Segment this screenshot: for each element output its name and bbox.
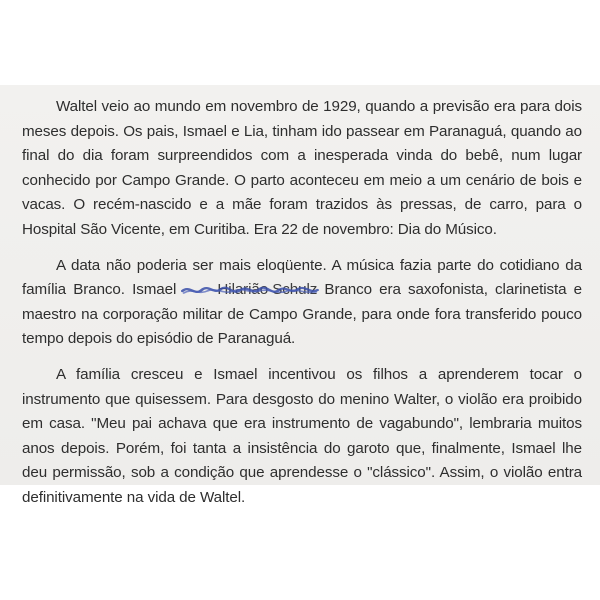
paragraph-2-after: Branco era saxofonista, clarinetista e maestro na corporação militar de Campo Grande, para onde fora transferido pouco tempo depois do episódio de Paranaguá. [22, 281, 582, 348]
crossed-out-text: Hilarião Schulz [217, 281, 318, 299]
pen-crossed-out-name [183, 278, 317, 303]
paragraph-2-before: A data não poderia ser mais eloqüente. A música fazia parte do cotidiano da família Branco. Ismael [22, 256, 582, 299]
paragraph-1: Waltel veio ao mundo em novembro de 1929, quando a previsão era para dois meses depois. Os pais, Ismael e Lia, tinham ido passear em Paranaguá, quando ao final do dia foram surpreendidos com a inesperada vinda do bebê, num lugar conhecido por Campo Grande. O parto aconteceu em meio a um cenário de bois e vacas. O recém-nascido e a mãe foram trazidos às pressas, de carro, para o Hospital São Vicente, em Curitiba. Era 22 de novembro: Dia do Músico. [22, 98, 582, 238]
paragraph-2 [22, 254, 582, 352]
paragraph-3: A família cresceu e Ismael incentivou os filhos a aprenderem tocar o instrumento que quisessem. Para desgosto do menino Walter, o violão era proibido em casa. "Meu pai achava que era instrumento de vagabundo", lembraria muitos anos depois. Porém, foi tanta a insistência do garoto que, finalmente, Ismael lhe deu permissão, sob a condição que aprendesse o "clássico". Assim, o violão entra definitivamente na vida de Waltel. [22, 365, 582, 506]
document-body [22, 95, 582, 511]
